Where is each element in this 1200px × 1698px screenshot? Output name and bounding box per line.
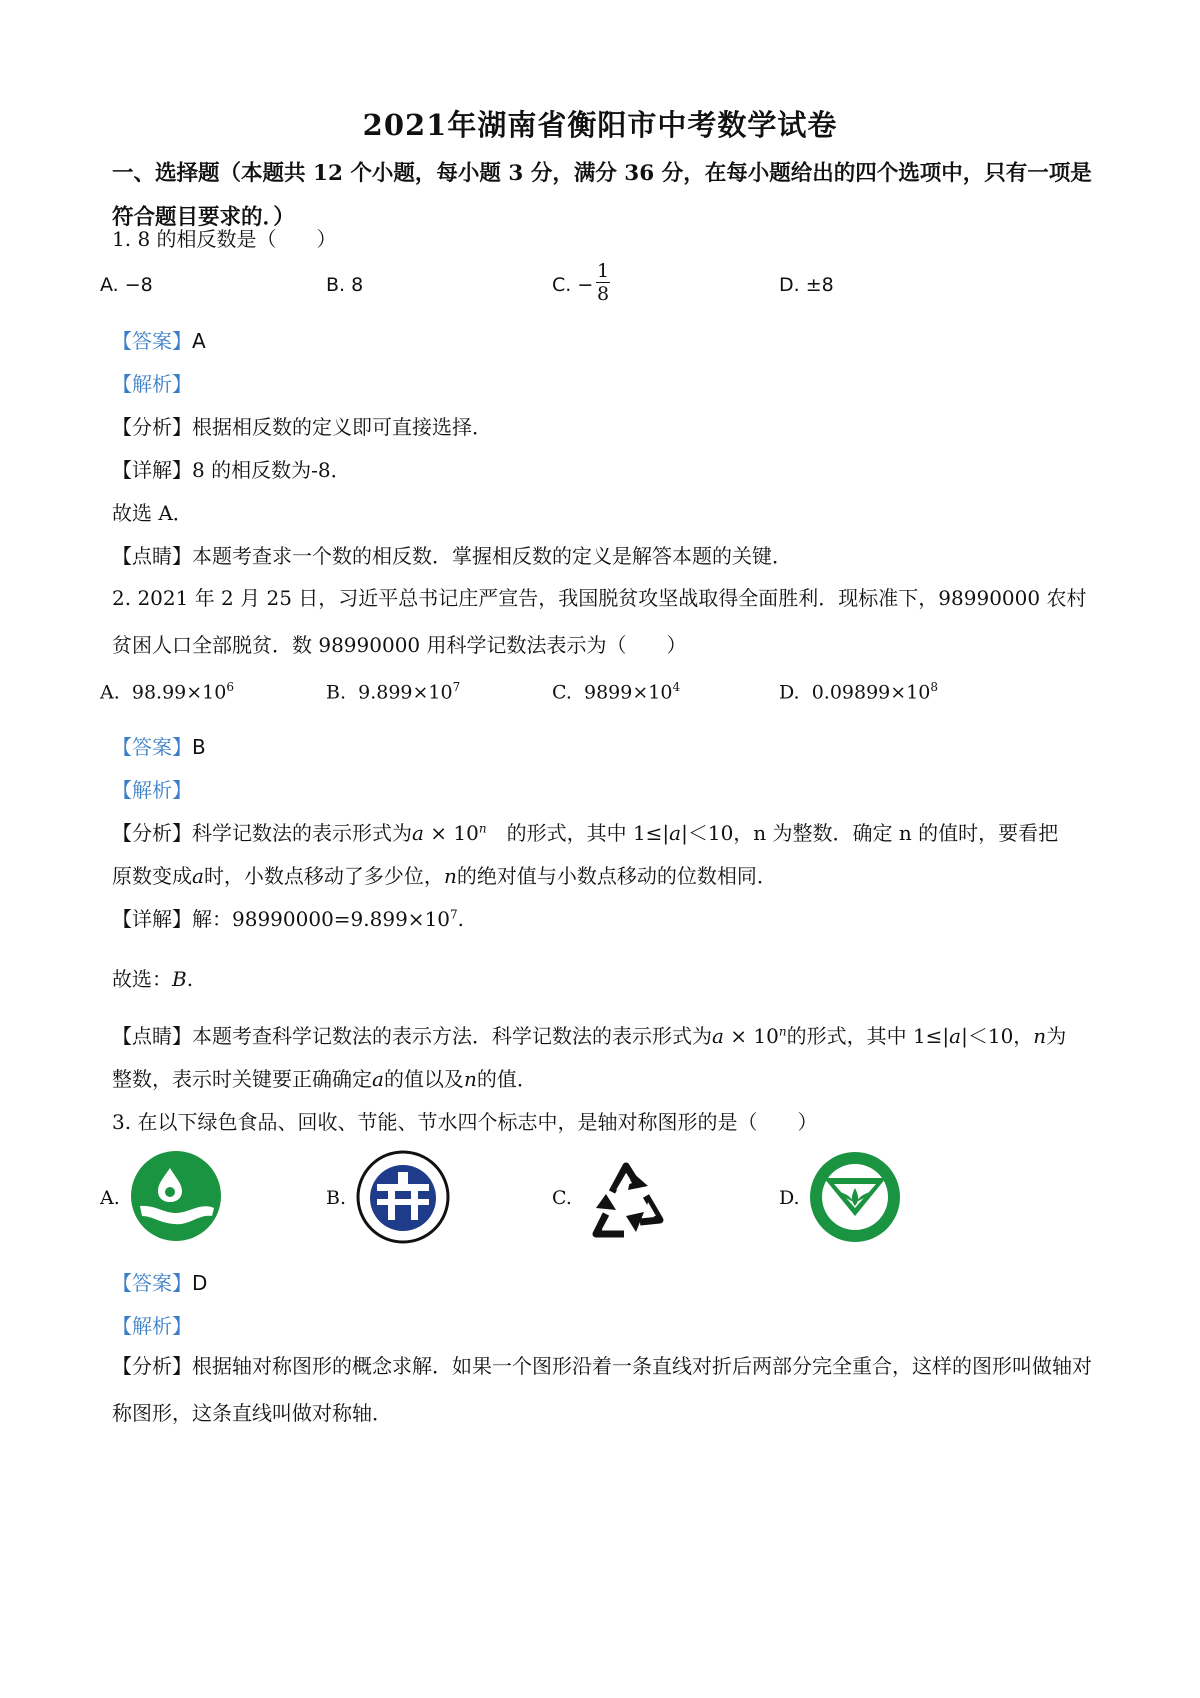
text-run: 整数，表示时关键要正确确定 [112, 1067, 372, 1091]
question-3-stem: 3. 在以下绿色食品、回收、节能、节水四个标志中，是轴对称图形的是（ ） [112, 1110, 818, 1134]
math-var: a [192, 864, 204, 888]
text-run: . [457, 907, 465, 931]
answer-tag: 【答案】 [112, 735, 192, 759]
option-exponent: 6 [226, 680, 234, 694]
option-label: B. [326, 681, 347, 704]
option-exponent: 7 [452, 680, 461, 694]
math-exponent: 7 [450, 907, 458, 922]
text-run: 故选： [112, 967, 172, 991]
q1-option-b: B. 8 [326, 274, 364, 296]
text-run: 【分析】科学记数法的表示形式为 [112, 821, 412, 845]
q2-option-b [326, 680, 460, 703]
math-var: a [712, 1024, 724, 1048]
q3-option-b-label: B. [326, 1187, 347, 1209]
q2-analysis-tag: 【解析】 [112, 778, 192, 802]
q3-option-c-label: C. [552, 1187, 572, 1209]
q2-option-d [779, 680, 938, 703]
q1-answer [112, 325, 206, 354]
text-run: 的值以及 [383, 1067, 464, 1091]
page-title: 2021年湖南省衡阳市中考数学试卷 [362, 108, 838, 142]
text-run: 时，小数点移动了多少位， [203, 864, 444, 888]
q1-dianjing: 【点睛】本题考查求一个数的相反数．掌握相反数的定义是解答本题的关键． [112, 544, 792, 568]
answer-value: D [192, 1271, 208, 1295]
fraction-numerator: 1 [596, 260, 610, 282]
q3-fenxi: 【分析】根据轴对称图形的概念求解．如果一个图形沿着一条直线对折后两部分完全重合，这样的图形叫做轴对称图形，这条直线叫做对称轴． [112, 1354, 1092, 1425]
math-var: a [949, 1024, 962, 1048]
water-saving-logo-icon [808, 1150, 902, 1244]
q2-dianjing-line2 [112, 1063, 537, 1092]
answer-value: B [192, 735, 206, 759]
q3-answer [112, 1267, 207, 1296]
option-value: 98.99×10 [131, 681, 227, 704]
green-food-logo-icon [130, 1150, 222, 1242]
answer-tag: 【答案】 [112, 1271, 192, 1295]
q3-option-a-label: A. [100, 1187, 120, 1209]
math-exponent: n [478, 821, 487, 836]
q2-fenxi-line2 [112, 860, 777, 889]
option-exponent: 8 [930, 680, 939, 694]
q2-dianjing-line1 [112, 1020, 1066, 1049]
q1-option-d: D. ±8 [779, 274, 834, 296]
math-var: n [443, 864, 457, 888]
option-value: 9.899×10 [358, 681, 453, 704]
q1-fenxi: 【分析】根据相反数的定义即可直接选择． [112, 415, 492, 439]
text-run: × 10 [423, 821, 479, 845]
text-run: 的值． [476, 1067, 537, 1091]
answer-tag: 【答案】 [112, 329, 192, 353]
q1-option-c-fraction [592, 260, 614, 305]
text-run: 的形式，其中 1≤| [486, 821, 670, 845]
math-var: B [172, 967, 187, 991]
math-var: n [1033, 1024, 1047, 1048]
text-run: 【点睛】本题考查科学记数法的表示方法．科学记数法的表示形式为 [112, 1024, 712, 1048]
text-run: |＜10，n 为整数．确定 n 的值时，要看把 [681, 821, 1059, 845]
q2-option-c [552, 680, 680, 703]
option-exponent: 4 [672, 680, 681, 694]
q1-analysis-tag: 【解析】 [112, 372, 192, 396]
option-value: 9899×10 [584, 681, 673, 704]
text-run: × 10 [723, 1024, 779, 1048]
option-label: C. [552, 681, 572, 704]
q3-analysis-tag: 【解析】 [112, 1314, 192, 1338]
option-label: A. [100, 681, 120, 704]
answer-value: A [192, 329, 206, 353]
option-value: 0.09899×10 [811, 681, 931, 704]
question-2-stem: 2. 2021 年 2 月 25 日，习近平总书记庄严宣告，我国脱贫攻坚战取得全面胜利．现标准下，98990000 农村贫困人口全部脱贫．数 98990000 用科学记数法表示为（ ） [112, 586, 1087, 657]
math-var: a [412, 821, 424, 845]
energy-saving-logo-icon [356, 1150, 450, 1244]
text-run: 为 [1046, 1024, 1067, 1048]
q1-guxuan: 故选 A． [112, 501, 193, 525]
math-var: n [463, 1067, 477, 1091]
text-run: . [186, 967, 194, 991]
section-heading: 一、选择题（本题共 12 个小题，每小题 3 分，满分 36 分，在每小题给出的四个选项中，只有一项是符合题目要求的．） [112, 161, 1092, 230]
q1-option-a: A. −8 [100, 274, 153, 296]
q2-fenxi-line1 [112, 817, 1058, 846]
text-run: 的绝对值与小数点移动的位数相同． [456, 864, 777, 888]
q3-option-d-label: D. [779, 1187, 800, 1209]
q2-xiangjie [112, 903, 464, 932]
q2-option-a [100, 680, 234, 703]
q2-answer [112, 731, 206, 760]
math-var: a [669, 821, 682, 845]
q2-guxuan [112, 963, 193, 992]
math-var: a [372, 1067, 384, 1091]
math-exponent: n [778, 1024, 787, 1039]
text-run: 原数变成 [112, 864, 192, 888]
question-1-stem: 1. 8 的相反数是（ ） [112, 227, 337, 251]
fraction-denominator: 8 [596, 283, 610, 305]
text-run: 的形式，其中 1≤| [786, 1024, 950, 1048]
recycle-logo-icon [582, 1152, 676, 1244]
text-run: 【详解】解：98990000=9.899×10 [112, 907, 451, 931]
text-run: |＜10， [961, 1024, 1034, 1048]
q1-option-c-prefix: C. − [552, 274, 594, 296]
option-label: D. [779, 681, 800, 704]
q1-xiangjie: 【详解】8 的相反数为-8． [112, 458, 351, 482]
